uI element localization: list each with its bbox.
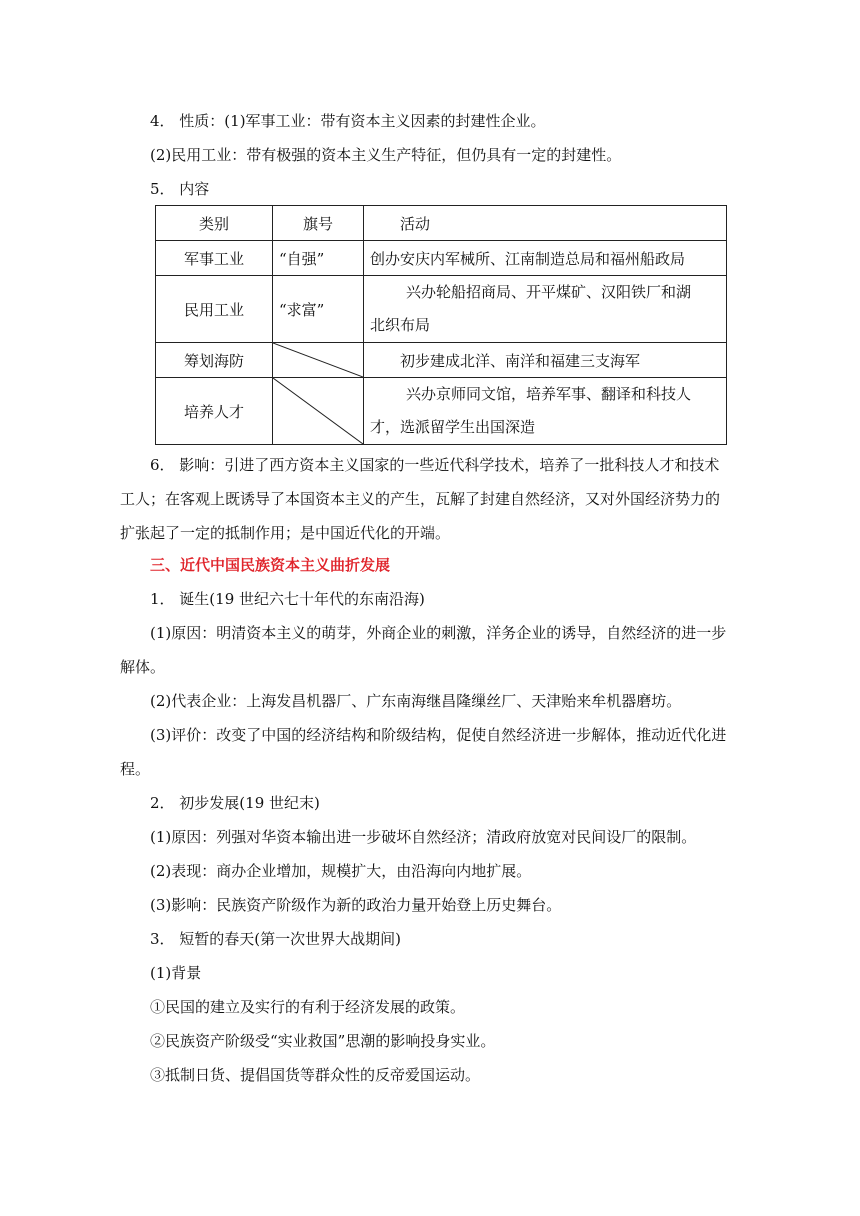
initial-performance: (2)表现：商办企业增加，规模扩大，由沿海向内地扩展。 xyxy=(150,862,532,880)
table-cell: 筹划海防 xyxy=(156,343,273,378)
table-cell: 培养人才 xyxy=(156,378,273,445)
item-5-content: 5． 内容 xyxy=(150,180,210,198)
spring-background: (1)背景 xyxy=(150,964,202,982)
table-row xyxy=(156,343,727,378)
item-6-impact-line2: 工人；在客观上既诱导了本国资本主义的产生，瓦解了封建自然经济，又对外国经济势力的 xyxy=(120,490,721,508)
table-row xyxy=(156,276,727,343)
diagonal-cell xyxy=(273,378,364,445)
table-cell-line: 兴办轮船招商局、开平煤矿、汉阳铁厂和湖 xyxy=(406,283,692,301)
table-cell: 创办安庆内军械所、江南制造总局和福州船政局 xyxy=(364,241,727,276)
diagonal-line xyxy=(273,378,363,444)
diagonal-line xyxy=(273,343,363,377)
item-6-impact: 6． 影响：引进了西方资本主义国家的一些近代科学技术，培养了一批科技人才和技术 xyxy=(150,456,720,474)
item-3-spring: 3． 短暂的春天(第一次世界大战期间) xyxy=(150,930,402,948)
table-row xyxy=(156,378,727,445)
item-1-birth: 1． 诞生(19 世纪六七十年代的东南沿海) xyxy=(150,590,425,608)
item-2-initial: 2． 初步发展(19 世纪末) xyxy=(150,794,320,812)
table-cell: 初步建成北洋、南洋和福建三支海军 xyxy=(364,343,727,378)
table-cell: “自强” xyxy=(273,241,364,276)
table-cell: 民用工业 xyxy=(156,276,273,343)
birth-cause: (1)原因：明清资本主义的萌芽，外商企业的刺激，洋务企业的诱导，自然经济的进一步 xyxy=(150,624,727,642)
table-cell: 军事工业 xyxy=(156,241,273,276)
item-4-nature: 4． 性质：(1)军事工业：带有资本主义因素的封建性企业。 xyxy=(150,112,546,130)
table-cell-line: 北织布局 xyxy=(370,316,431,334)
table-header: 类别 xyxy=(156,206,273,241)
table-header: 活动 xyxy=(364,206,727,241)
table-cell-line: 才，选派留学生出国深造 xyxy=(370,418,536,436)
birth-evaluation-cont: 程。 xyxy=(120,760,151,778)
item-6-impact-line3: 扩张起了一定的抵制作用；是中国近代化的开端。 xyxy=(120,524,451,542)
background-point-2: ②民族资产阶级受“实业救国”思潮的影响投身实业。 xyxy=(150,1032,496,1050)
table-header: 旗号 xyxy=(273,206,364,241)
table-cell xyxy=(364,276,727,343)
diagonal-cell xyxy=(273,343,364,378)
birth-cause-cont: 解体。 xyxy=(120,658,166,676)
section-heading: 三、近代中国民族资本主义曲折发展 xyxy=(150,556,391,574)
table-header-row xyxy=(156,206,727,241)
initial-impact: (3)影响：民族资产阶级作为新的政治力量开始登上历史舞台。 xyxy=(150,896,562,914)
initial-cause: (1)原因：列强对华资本输出进一步破坏自然经济；清政府放宽对民间设厂的限制。 xyxy=(150,828,697,846)
table-cell: “求富” xyxy=(273,276,364,343)
background-point-3: ③抵制日货、提倡国货等群众性的反帝爱国运动。 xyxy=(150,1066,481,1084)
table-row xyxy=(156,241,727,276)
table-cell-line: 兴办京师同文馆，培养军事、翻译和科技人 xyxy=(406,385,692,403)
item-4-civil: (2)民用工业：带有极强的资本主义生产特征，但仍具有一定的封建性。 xyxy=(150,146,622,164)
background-point-1: ①民国的建立及实行的有利于经济发展的政策。 xyxy=(150,998,466,1016)
content-table xyxy=(155,205,727,445)
birth-enterprises: (2)代表企业：上海发昌机器厂、广东南海继昌隆缫丝厂、天津贻来牟机器磨坊。 xyxy=(150,692,682,710)
table-cell xyxy=(364,378,727,445)
birth-evaluation: (3)评价：改变了中国的经济结构和阶级结构，促使自然经济进一步解体，推动近代化进 xyxy=(150,726,727,744)
